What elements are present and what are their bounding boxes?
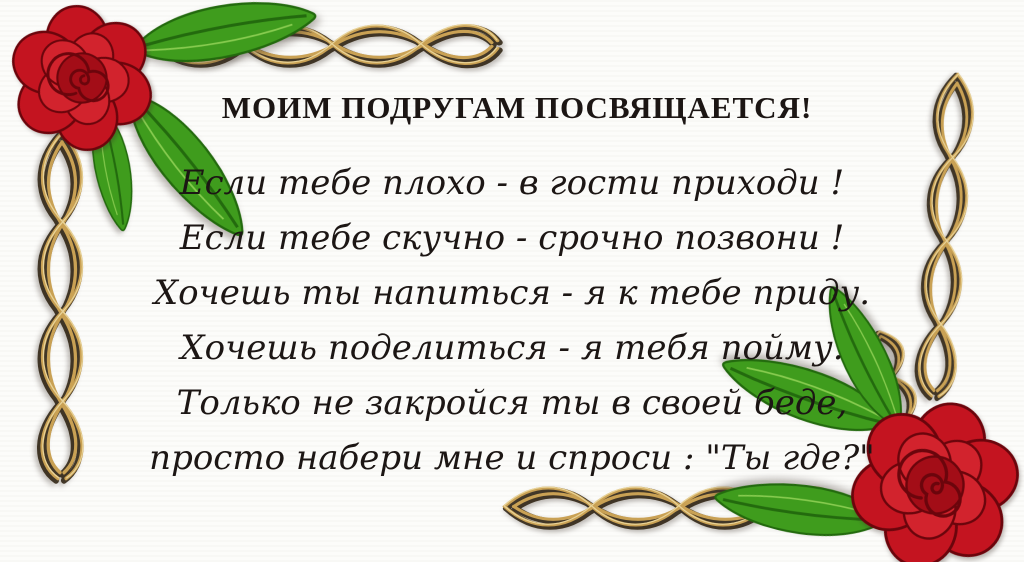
poem [70,156,954,486]
poem-line: Хочешь поделиться - я тебя пойму. [180,328,844,368]
poem-line: просто набери мне и спроси : "Ты где?" [149,438,875,478]
poem-line: Хочешь ты напиться - я к тебе приду. [153,273,871,313]
poem-line: Только не закройся ты в своей беде, [176,383,848,423]
card-title: МОИМ ПОДРУГАМ ПОСВЯЩАЕТСЯ! [221,90,813,125]
poem-line: Если тебе скучно - срочно позвони ! [179,218,845,258]
poem-line: Если тебе плохо - в гости приходи ! [179,163,845,203]
